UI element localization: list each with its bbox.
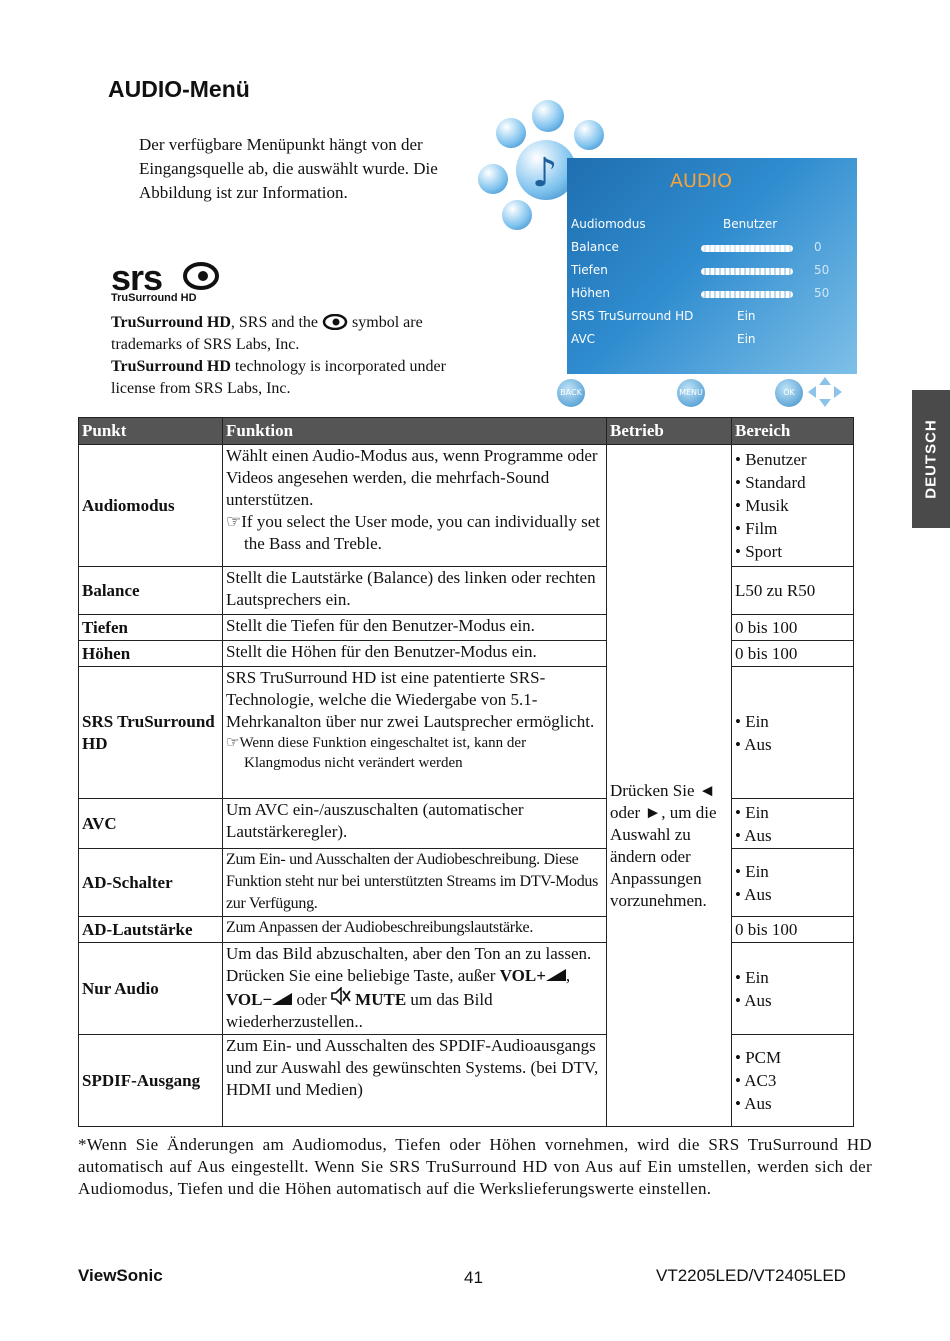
footer-model: VT2205LED/VT2405LED — [656, 1266, 846, 1285]
dpad-icon — [807, 376, 843, 408]
cell-punkt: AD-Lautstärke — [79, 917, 223, 943]
osd-label: AVC — [571, 332, 596, 346]
range-item: • Aus — [735, 733, 850, 756]
osd-number: 0 — [814, 240, 822, 254]
footnote: *Wenn Sie Änderungen am Audiomodus, Tiefen oder Höhen vornehmen, wird die SRS TruSurround HD automatisch auf Aus eingestellt. Wenn Sie SRS TruSurround HD von Aus auf Ein umstellen, werden sich der Audiomodus, Tiefen und die Höhen automatisch auf die Werkslieferungswerte einstellen. — [78, 1135, 872, 1198]
osd-label: Höhen — [571, 286, 610, 300]
table-row — [79, 641, 854, 667]
range-item: • AC3 — [735, 1069, 850, 1092]
srs-text-1a: , SRS and the — [230, 314, 319, 331]
srs-bold-2: TruSurround HD — [111, 358, 231, 375]
svg-text:♪: ♪ — [532, 150, 558, 196]
range-item: • PCM — [735, 1046, 850, 1069]
osd-label: Audiomodus — [571, 217, 646, 231]
cell-funktion: Zum Anpassen der Audiobeschreibungslautstärke. — [223, 917, 607, 943]
osd-ok-button: OK — [775, 379, 803, 407]
cell-funktion: Zum Ein- und Ausschalten des SPDIF-Audioausgangs und zur Auswahl des gewünschten Systems. (bei DTV, HDMI und Medien) — [223, 1035, 607, 1127]
table-row — [79, 917, 854, 943]
header-funktion: Funktion — [223, 418, 607, 445]
cell-bereich: 0 bis 100 — [732, 641, 854, 667]
setup-icon — [574, 120, 604, 150]
range-item: • Standard — [735, 471, 850, 494]
intro-text: Der verfügbare Menüpunkt hängt von der Eingangsquelle ab, die auswählt wurde. Die Abbildung ist zur Information. — [139, 135, 438, 202]
page-title: AUDIO-Menü — [108, 76, 250, 102]
svg-text:srs: srs — [111, 258, 163, 298]
volume-down-icon — [272, 993, 292, 1005]
range-item: • Sport — [735, 540, 850, 563]
volume-up-icon — [546, 969, 566, 981]
cell-bereich — [732, 1035, 854, 1127]
osd-audio-menu-image — [472, 96, 857, 408]
side-tab-label: DEUTSCH — [922, 419, 940, 499]
range-item: • Ein — [735, 710, 850, 733]
osd-value: Ein — [737, 309, 756, 323]
cell-funktion: Stellt die Lautstärke (Balance) des linken oder rechten Lautsprechers ein. — [223, 567, 607, 615]
cell-bereich — [732, 667, 854, 799]
cell-funktion: Um AVC ein-/auszuschalten (automatischer Lautstärkeregler). — [223, 799, 607, 849]
range-item: • Aus — [735, 824, 850, 847]
osd-row-audiomodus — [571, 217, 851, 237]
osd-label: SRS TruSurround HD — [571, 309, 694, 323]
srs-text-1b: symbol are trademarks of SRS Labs, Inc. — [111, 314, 423, 353]
language-side-tab — [912, 390, 950, 528]
osd-back-button: BACK — [557, 379, 585, 407]
range-item: • Benutzer — [735, 448, 850, 471]
osd-row-srs — [571, 309, 851, 329]
osd-slider — [701, 268, 793, 275]
osd-menu-button: MENU — [677, 379, 705, 407]
cell-note: ☞If you select the User mode, you can individually set the Bass and Treble. — [226, 512, 601, 553]
cell-funktion-text: Wählt einen Audio-Modus aus, wenn Programme oder Videos angesehen werden, die mehrfach-Sound unterstützen. — [226, 446, 598, 509]
vol-plus-label: VOL+ — [499, 966, 546, 985]
cell-punkt: Nur Audio — [79, 943, 223, 1035]
audio-spec-table — [78, 417, 854, 1127]
osd-number: 50 — [814, 286, 830, 300]
osd-row-avc — [571, 332, 851, 352]
cell-bereich — [732, 799, 854, 849]
osd-row-hoehen — [571, 286, 851, 306]
footer-brand: ViewSonic — [78, 1266, 163, 1285]
cell-funktion-text: um das Bild wiederherzustellen.. — [226, 990, 493, 1031]
range-item: • Aus — [735, 989, 850, 1012]
osd-slider — [701, 291, 793, 298]
mute-label: MUTE — [355, 990, 407, 1009]
table-row — [79, 667, 854, 799]
cell-punkt: Balance — [79, 567, 223, 615]
timer-icon — [502, 200, 532, 230]
range-item: • Aus — [735, 883, 850, 906]
oder-text: oder — [296, 990, 327, 1009]
osd-label: Balance — [571, 240, 619, 254]
header-betrieb: Betrieb — [607, 418, 732, 445]
osd-slider — [701, 245, 793, 252]
cell-note: ☞Wenn diese Funktion eingeschaltet ist, kann der Klangmodus nicht verändert werden — [226, 735, 527, 771]
srs-logo — [111, 258, 226, 308]
cell-bereich: L50 zu R50 — [732, 567, 854, 615]
cell-punkt: SPDIF-Ausgang — [79, 1035, 223, 1127]
range-item: • Film — [735, 517, 850, 540]
cell-funktion — [223, 667, 607, 799]
osd-button-row — [557, 374, 857, 408]
osd-value: Benutzer — [723, 217, 778, 231]
cell-funktion — [223, 445, 607, 567]
osd-row-balance — [571, 240, 851, 260]
header-bereich: Bereich — [732, 418, 854, 445]
picture-icon — [532, 100, 564, 132]
srs-logo-subtitle: TruSurround HD — [111, 292, 197, 304]
cell-bereich — [732, 943, 854, 1035]
header-punkt: Punkt — [79, 418, 223, 445]
range-item: • Musik — [735, 494, 850, 517]
cell-punkt: SRS TruSurround HD — [79, 667, 223, 799]
srs-text-2: technology is incorporated under license from SRS Labs, Inc. — [111, 358, 446, 397]
channel-icon — [478, 164, 508, 194]
osd-number: 50 — [814, 263, 830, 277]
table-row — [79, 849, 854, 917]
osd-label: Tiefen — [571, 263, 608, 277]
table-row — [79, 615, 854, 641]
cell-betrieb: Drücken Sie ◄ oder ►, um die Auswahl zu ändern oder Anpassungen vorzunehmen. — [607, 445, 732, 1127]
osd-panel — [567, 158, 857, 376]
cell-bereich: 0 bis 100 — [732, 917, 854, 943]
srs-bold-1: TruSurround HD — [111, 314, 231, 331]
cell-funktion-text: SRS TruSurround HD ist eine patentierte SRS-Technologie, welche die Wiedergabe von 5.1-Mehrkanalton über nur zwei Lautsprecher ermöglicht. — [226, 668, 595, 731]
table-row — [79, 1035, 854, 1127]
cell-punkt: Tiefen — [79, 615, 223, 641]
cell-bereich — [732, 849, 854, 917]
cell-punkt: Höhen — [79, 641, 223, 667]
cell-funktion-text: Um das Bild abzuschalten, aber den Ton an zu lassen. Drücken Sie eine beliebige Taste, außer — [226, 944, 592, 985]
table-row — [79, 445, 854, 567]
table-row — [79, 943, 854, 1035]
table-header-row — [79, 418, 854, 445]
cell-bereich: 0 bis 100 — [732, 615, 854, 641]
cell-funktion — [223, 943, 607, 1035]
cell-funktion: Zum Ein- und Ausschalten der Audiobeschreibung. Diese Funktion steht nur bei unterstützten Streams im DTV-Modus zur Verfügung. — [223, 849, 607, 917]
mute-icon — [331, 987, 351, 1005]
vol-minus-label: VOL− — [226, 990, 273, 1009]
cell-punkt: AVC — [79, 799, 223, 849]
table-row — [79, 799, 854, 849]
osd-value: Ein — [737, 332, 756, 346]
cell-punkt: AD-Schalter — [79, 849, 223, 917]
range-item: • Ein — [735, 860, 850, 883]
table-row — [79, 567, 854, 615]
range-item: • Ein — [735, 966, 850, 989]
srs-eye-icon — [322, 314, 348, 330]
cell-funktion: Stellt die Höhen für den Benutzer-Modus ein. — [223, 641, 607, 667]
cell-bereich — [732, 445, 854, 567]
range-item: • Ein — [735, 801, 850, 824]
page-number: 41 — [464, 1268, 483, 1287]
osd-title: AUDIO — [670, 170, 733, 192]
srs-trademark-text — [111, 312, 491, 400]
cell-punkt: Audiomodus — [79, 445, 223, 567]
separator: , — [565, 966, 571, 985]
osd-row-tiefen — [571, 263, 851, 283]
cell-funktion: Stellt die Tiefen für den Benutzer-Modus ein. — [223, 615, 607, 641]
range-item: • Aus — [735, 1092, 850, 1115]
